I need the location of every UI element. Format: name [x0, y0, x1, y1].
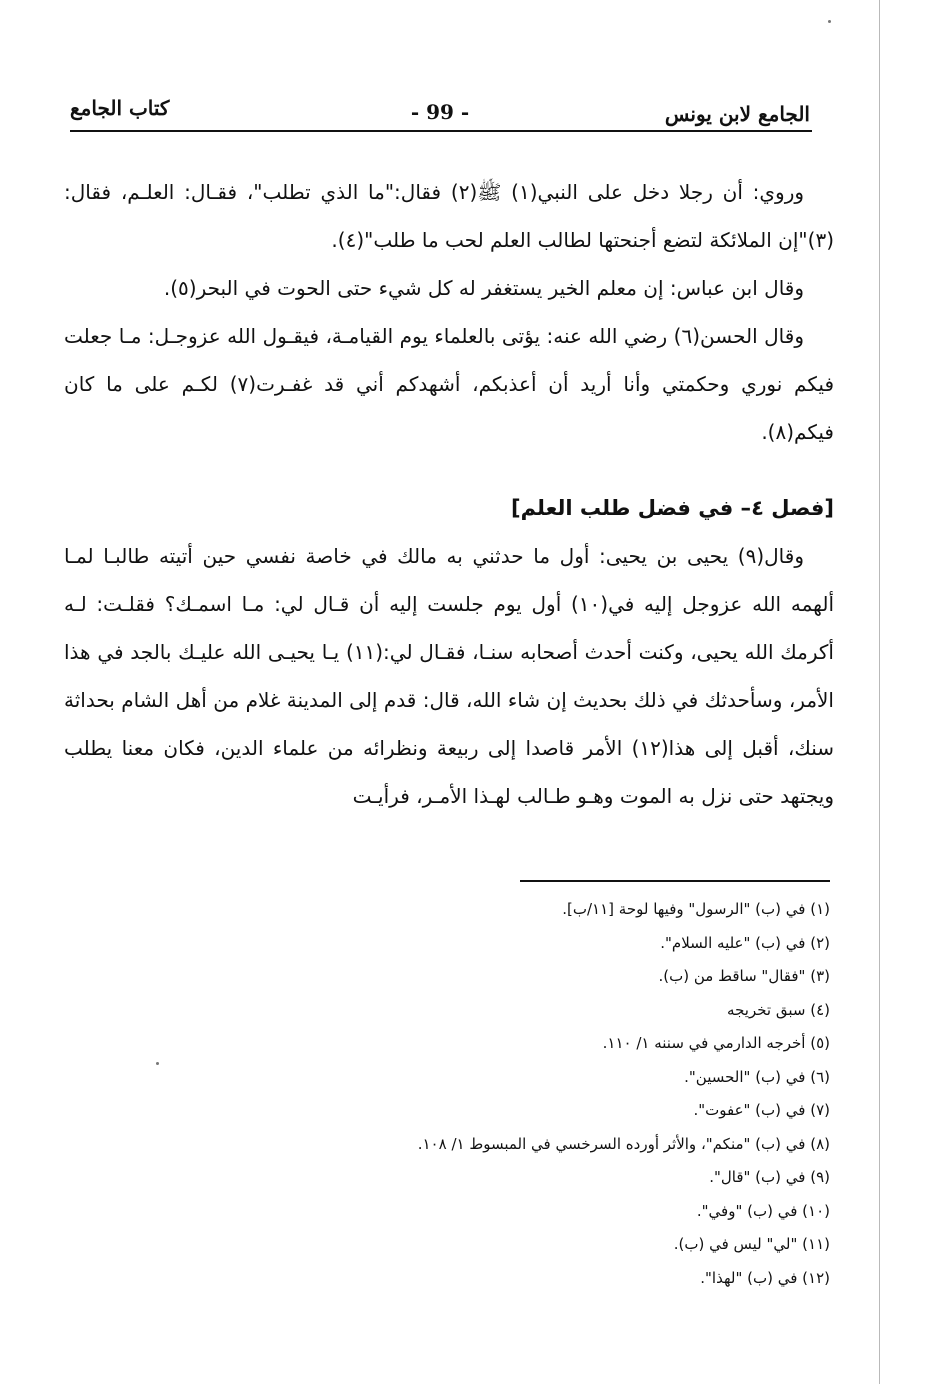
footnotes-list: [330, 893, 830, 1295]
footnote: (٥) أخرجه الدارمي في سننه ١/ ١١٠.: [602, 1034, 830, 1052]
page-header: [70, 96, 810, 130]
footnote: (٤) سبق تخريجه: [727, 1000, 830, 1019]
section-heading: [فصل ٤– في فضل طلب العلم]: [510, 496, 834, 520]
footnote: (٩) في (ب) "قال".: [709, 1168, 830, 1186]
paragraph: وقال الحسن(٦) رضي الله عنه: يؤتى بالعلماء يوم القيامـة، فيقـول الله عزوجـل: مـا جعلت فيكم نوري وحكمتي وأنا أريد أن أعذبكم، أشهدكم أني قد غفـرت(٧) لكـم على ما كان فيكم(٨).: [64, 324, 835, 444]
footnote: (١٠) في (ب) "وفي".: [696, 1201, 830, 1220]
footnote: (٧) في (ب) "عفوت".: [693, 1101, 830, 1119]
scan-speck: [828, 20, 831, 23]
footnote: (١) في (ب) "الرسول" وفيها لوحة [١١/ب].: [562, 900, 830, 918]
book-title: الجامع لابن يونس: [664, 102, 810, 126]
chapter-title: كتاب الجامع: [70, 96, 170, 120]
main-text: [64, 168, 834, 820]
paragraph: وقال ابن عباس: إن معلم الخير يستغفر له كل شيء حتى الحوت في البحر(٥).: [163, 276, 804, 300]
footnote: (٦) في (ب) "الحسين".: [684, 1067, 830, 1086]
footnote: (٣) "فقال" ساقط من (ب).: [658, 967, 830, 985]
page-number: - 99 -: [410, 100, 470, 124]
footnote: (٢) في (ب) "عليه السلام".: [660, 933, 830, 952]
header-rule: [70, 130, 812, 132]
scan-speck: [156, 1062, 159, 1065]
footnote: (١١) "لي" ليس في (ب).: [673, 1235, 830, 1253]
scan-page-edge: [879, 0, 880, 1384]
paragraph: وقال(٩) يحيى بن يحيى: أول ما حدثني به مالك في خاصة نفسي حين أتيته طالبـا لمـا ألهمه الله عزوجل إليه في(١٠) أول يوم جلست إليه أن قـال لي: مـا اسمـك؟ فقلـت: لـه أكرمك الله يحيى، وكنت أحدث أصحابه سنـا، فقـال لي:(١١) يـا يحيـى الله عليـك بالجد في هذا الأمر، وسأحدثك في ذلك بحديث إن شاء الله، قال: قدم إلى المدينة غلام من أهل الشام بحداثة سنك، أقبل إلى هذا(١٢) الأمر قاصدا إلى ربيعة ونظرائه من علماء الدين، فكان معنا يطلب ويجتهد حتى نزل به الموت وهـو طـالب لهـذا الأمـر، فرأيـت: [64, 544, 835, 808]
paragraph: وروي: أن رجلا دخل على النبي(١) ﷺ(٢) فقال:"ما الذي تطلب"، فقـال: العلـم، فقال:(٣)"إن الملائكة لتضع أجنحتها لطالب العلم لحب ما طلب"(٤).: [64, 180, 834, 252]
footnote: (١٢) في (ب) "لهذا".: [700, 1268, 830, 1287]
footnote: (٨) في (ب) "منكم"، والأثر أورده السرخسي في المبسوط ١/ ١٠٨.: [417, 1134, 830, 1153]
footnote-separator: [520, 880, 830, 882]
